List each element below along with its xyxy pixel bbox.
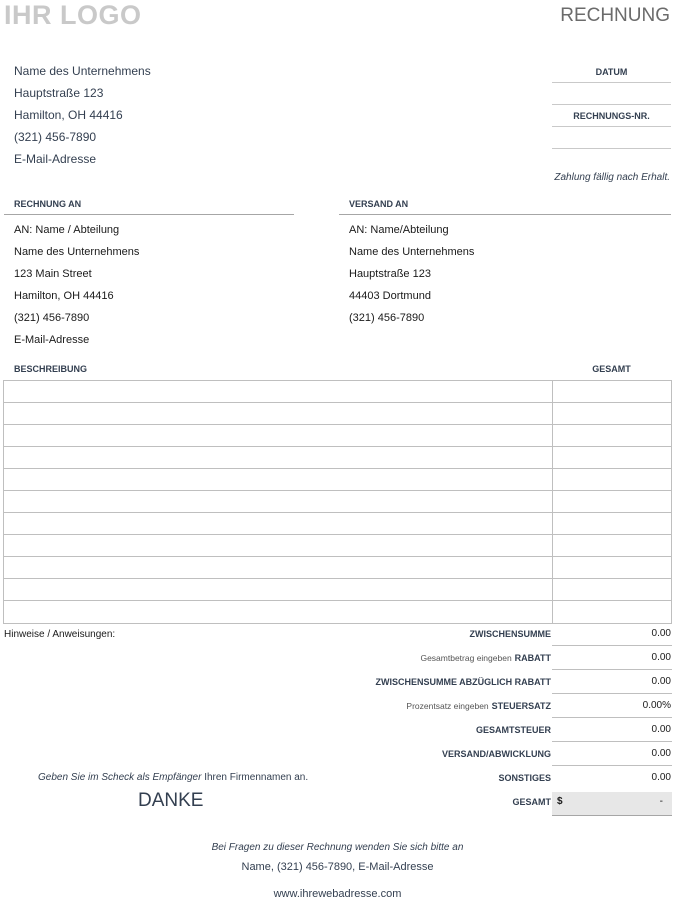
subtotal-label: ZWISCHENSUMME bbox=[469, 629, 551, 639]
payment-due-note: Zahlung fällig nach Erhalt. bbox=[554, 172, 670, 183]
tax-rate-line bbox=[552, 717, 672, 718]
date-label: DATUM bbox=[595, 67, 628, 77]
company-city[interactable]: Hamilton, OH 44416 bbox=[14, 108, 123, 122]
date-divider bbox=[552, 82, 671, 83]
bill-to-line[interactable]: Hamilton, OH 44416 bbox=[14, 290, 114, 302]
total-column-header: GESAMT bbox=[592, 364, 631, 374]
subtotal-less-discount-value[interactable]: 0.00 bbox=[651, 676, 671, 687]
shipping-line bbox=[552, 765, 672, 766]
ship-to-line[interactable]: AN: Name/Abteilung bbox=[349, 224, 449, 236]
items-description-cells[interactable] bbox=[4, 381, 552, 623]
grand-total-currency: $ bbox=[557, 796, 563, 807]
items-total-cells[interactable] bbox=[553, 381, 671, 623]
footer-question: Bei Fragen zu dieser Rechnung wenden Sie sich bitte an bbox=[211, 842, 464, 853]
invoice-number-value-line bbox=[552, 148, 671, 149]
invoice-number-divider bbox=[552, 126, 671, 127]
discount-label-group bbox=[420, 653, 551, 663]
check-payee-note bbox=[38, 772, 308, 783]
table-row-border bbox=[3, 623, 672, 624]
bill-to-line[interactable]: AN: Name / Abteilung bbox=[14, 224, 120, 236]
company-phone[interactable]: (321) 456-7890 bbox=[14, 130, 97, 144]
check-note-end: an. bbox=[291, 772, 309, 783]
ship-to-line[interactable]: (321) 456-7890 bbox=[349, 312, 425, 324]
bill-to-divider bbox=[4, 214, 294, 215]
bill-to-line[interactable]: (321) 456-7890 bbox=[14, 312, 90, 324]
subtotal-line bbox=[552, 645, 672, 646]
check-note-company: Ihren Firmennamen bbox=[201, 772, 292, 783]
tax-rate-prefix: Prozentsatz eingeben bbox=[406, 701, 489, 711]
discount-prefix: Gesamtbetrag eingeben bbox=[420, 653, 512, 663]
subtotal-less-discount-label: ZWISCHENSUMME ABZÜGLICH RABATT bbox=[375, 677, 551, 687]
date-value-line bbox=[552, 104, 671, 105]
tax-rate-label: STEUERSATZ bbox=[491, 701, 551, 711]
bill-to-line[interactable]: 123 Main Street bbox=[14, 268, 92, 280]
discount-value[interactable]: 0.00 bbox=[651, 652, 671, 663]
tax-rate-label-group bbox=[406, 701, 551, 711]
other-value[interactable]: 0.00 bbox=[651, 772, 671, 783]
bill-to-line[interactable]: Name des Unternehmens bbox=[14, 246, 140, 258]
footer-contact: Name, (321) 456-7890, E-Mail-Adresse bbox=[241, 861, 434, 873]
ship-to-line[interactable]: Name des Unternehmens bbox=[349, 246, 475, 258]
ship-to-heading: VERSAND AN bbox=[349, 199, 409, 209]
thank-you-text: DANKE bbox=[138, 790, 204, 811]
shipping-label: VERSAND/ABWICKLUNG bbox=[442, 749, 551, 759]
check-note-italic: Geben Sie im Scheck als Empfänger bbox=[38, 772, 202, 783]
discount-label: RABATT bbox=[514, 653, 551, 663]
notes-label: Hinweise / Anweisungen: bbox=[4, 629, 116, 640]
total-tax-value[interactable]: 0.00 bbox=[651, 724, 671, 735]
bill-to-line[interactable]: E-Mail-Adresse bbox=[14, 334, 90, 346]
tax-rate-value[interactable]: 0.00% bbox=[642, 700, 671, 711]
footer-website[interactable]: www.ihrewebadresse.com bbox=[273, 888, 402, 900]
description-column-header: BESCHREIBUNG bbox=[14, 364, 88, 374]
subtotal-value[interactable]: 0.00 bbox=[651, 628, 671, 639]
invoice-number-label: RECHNUNGS-NR. bbox=[573, 111, 650, 121]
ship-to-line[interactable]: Hauptstraße 123 bbox=[349, 268, 431, 280]
grand-total-value[interactable]: - bbox=[659, 796, 663, 807]
grand-total-label: GESAMT bbox=[512, 797, 551, 807]
document-title: RECHNUNG bbox=[560, 5, 670, 26]
total-tax-line bbox=[552, 741, 672, 742]
bill-to-heading: RECHNUNG AN bbox=[14, 199, 82, 209]
discount-line bbox=[552, 669, 672, 670]
ship-to-divider bbox=[339, 214, 671, 215]
total-tax-label: GESAMTSTEUER bbox=[475, 725, 551, 735]
company-street[interactable]: Hauptstraße 123 bbox=[14, 86, 104, 100]
shipping-value[interactable]: 0.00 bbox=[651, 748, 671, 759]
table-column-border bbox=[671, 380, 672, 624]
company-email[interactable]: E-Mail-Adresse bbox=[14, 152, 97, 166]
subtotal-less-discount-line bbox=[552, 693, 672, 694]
other-label: SONSTIGES bbox=[498, 773, 551, 783]
company-name[interactable]: Name des Unternehmens bbox=[14, 64, 151, 78]
logo-placeholder: IHR LOGO bbox=[4, 0, 142, 30]
ship-to-line[interactable]: 44403 Dortmund bbox=[349, 290, 431, 302]
